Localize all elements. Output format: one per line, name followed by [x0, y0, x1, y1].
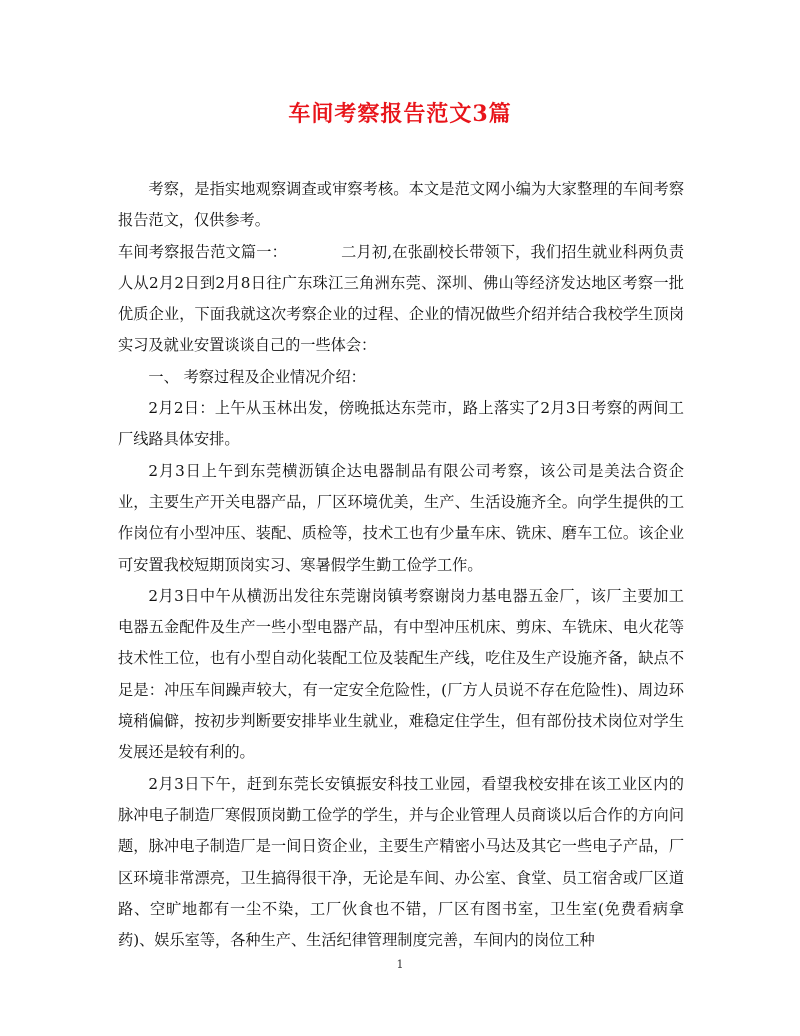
- document-body: [118, 174, 684, 956]
- paragraph-feb2: 2月2日：上午从玉林出发，傍晚抵达东莞市，路上落实了2月3日考察的两间工厂线路具体安排。: [118, 399, 684, 449]
- article-one-label: 车间考察报告范文篇一：: [118, 242, 287, 261]
- section-heading: 一、 考察过程及企业情况介绍：: [148, 367, 366, 386]
- paragraph-feb3-morning: 2月3日上午到东莞横沥镇企达电器制品有限公司考察，该公司是美法合资企业，主要生产开关电器产品，厂区环境优美，生产、生活设施齐全。向学生提供的工作岗位有小型冲压、装配、质检等，技术工也有少量车床、铣床、磨车工位。该企业可安置我校短期顶岗实习、寒暑假学生勤工俭学工作。: [118, 461, 684, 574]
- article-one-opening: 二月初,在张副校长带领下，我们招生就业科两负责人从2月2日到2月8日往广东珠江三角洲东莞、深圳、佛山等经济发达地区考察一批优质企业，下面我就这次考察企业的过程、企业的情况做些介绍并结合我校学生顶岗实习及就业安置谈谈自己的一些体会：: [118, 242, 685, 355]
- paragraph-article-one: [118, 237, 684, 362]
- paragraph-feb3-afternoon: 2月3日下午，赶到东莞长安镇振安科技工业园，看望我校安排在该工业区内的脉冲电子制造厂寒假顶岗勤工俭学的学生，并与企业管理人员商谈以后合作的方向问题，脉冲电子制造厂是一间日资企业，主要生产精密小马达及其它一些电子产品，厂区环境非常漂亮，卫生搞得很干净，无论是车间、办公室、食堂、员工宿舍或厂区道路、空旷地都有一尘不染，工厂伙食也不错，厂区有图书室，卫生室(免费看病拿药)、娱乐室等，各种生产、生活纪律管理制度完善，车间内的岗位工种: [118, 774, 684, 950]
- paragraph-intro: 考察，是指实地观察调查或审察考核。本文是范文网小编为大家整理的车间考察报告范文，仅供参考。: [118, 180, 684, 230]
- document-title: 车间考察报告范文3篇: [288, 101, 512, 127]
- page-number: 1: [396, 958, 404, 971]
- paragraph-feb3-noon: 2月3日中午从横沥出发往东莞谢岗镇考察谢岗力基电器五金厂，该厂主要加工电器五金配件及生产一些小型电器产品，有中型冲压机床、剪床、车铣床、电火花等技术性工位，也有小型自动化装配工位及装配生产线，吃住及生产设施齐备，缺点不足是：冲压车间躁声较大，有一定安全危险性，(厂方人员说不存在危险性)、周边环境稍偏僻，按初步判断要安排毕业生就业，难稳定住学生，但有部份技术岗位对学生发展还是较有利的。: [118, 586, 684, 762]
